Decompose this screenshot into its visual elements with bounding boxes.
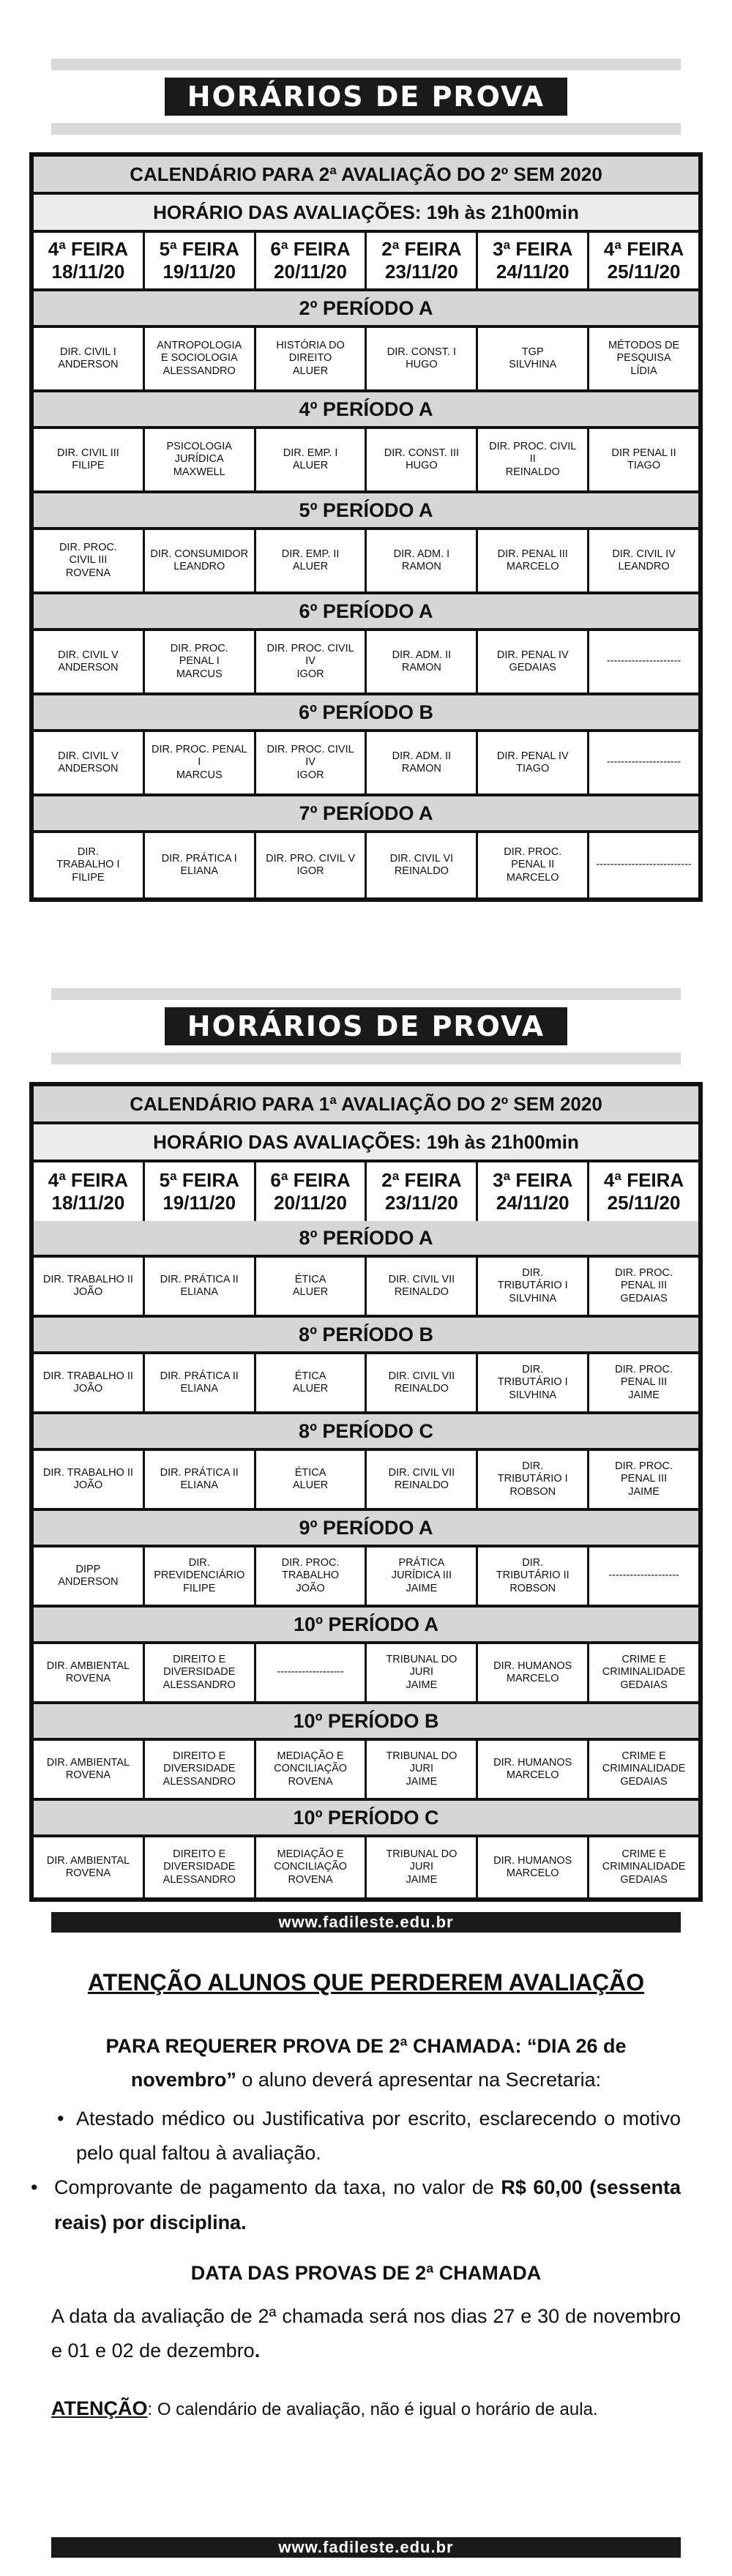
weekday: 3ª FEIRA: [493, 1168, 573, 1191]
exam-cell-text: PSICOLOGIA JURÍDICA MAXWELL: [166, 440, 232, 478]
exam-cell: [589, 429, 698, 490]
exam-cell-text: DIR. ADM. II RAMON: [392, 649, 452, 673]
date: 19/11/20: [163, 261, 236, 283]
exam-cell: [478, 1354, 587, 1411]
exam-cell-text: ---------------------: [606, 655, 681, 668]
period-header: 8º PERÍODO A: [34, 1221, 698, 1258]
weekday: 2ª FEIRA: [381, 237, 462, 260]
exam-cell-text: DIR. CIVIL VI REINALDO: [389, 852, 454, 877]
exam-cell-text: DIR. PROC. CIVIL IV IGOR: [266, 642, 354, 680]
exam-cell: [145, 1837, 254, 1897]
exam-cell-text: DIR. PENAL III MARCELO: [497, 548, 568, 572]
day-header: [367, 1162, 476, 1221]
banner-band: [51, 59, 681, 70]
day-header: [256, 233, 365, 288]
exam-cell: [34, 1258, 143, 1315]
exam-cell-text: DIR. ADM. II RAMON: [392, 750, 452, 774]
exam-cell: [589, 1548, 698, 1605]
exam-cell: [145, 1644, 254, 1701]
exam-cell-text: DIR. CIVIL VII REINALDO: [388, 1370, 455, 1395]
weekday: 4ª FEIRA: [48, 1168, 129, 1191]
notice-heading: ATENÇÃO ALUNOS QUE PERDEREM AVALIAÇÃO: [87, 1969, 645, 1996]
exam-cell: [367, 429, 476, 490]
exam-cell-text: DIR. TRABALHO I FILIPE: [56, 845, 120, 884]
exam-cell-text: TRIBUNAL DO JURI JAIME: [386, 1653, 458, 1691]
exam-cell: [478, 732, 587, 794]
weekday: 2ª FEIRA: [381, 1168, 462, 1191]
banner-band: [51, 123, 681, 135]
exam-cell-text: DIR. PROC. CIVIL II REINALDO: [489, 440, 577, 478]
exam-cell: [34, 833, 143, 897]
exam-cell: [256, 732, 365, 794]
date: 18/11/20: [51, 261, 125, 283]
request-rest: o aluno deverá apresentar na Secretaria:: [236, 2068, 602, 2091]
requirements-list: [51, 2102, 681, 2240]
exam-cell: [256, 1451, 365, 1508]
notice-request: [51, 2030, 681, 2097]
schedule-table-2: [29, 1082, 703, 1902]
exam-cell: [478, 1258, 587, 1315]
schedule-hours: HORÁRIO DAS AVALIAÇÕES: 19h às 21h00min: [34, 1124, 698, 1162]
banner-band: [51, 1053, 681, 1064]
exam-cell: [367, 1644, 476, 1701]
exam-cell-text: DIREITO E DIVERSIDADE ALESSANDRO: [163, 1750, 236, 1788]
exam-cell-text: DIR. PROC. PENAL III JAIME: [615, 1363, 673, 1401]
weekday: 4ª FEIRA: [603, 237, 684, 260]
exam-cell: [478, 1451, 587, 1508]
exam-cell-text: CRIME E CRIMINALIDADE GEDAIAS: [602, 1848, 686, 1886]
exam-cell-text: MEDIAÇÃO E CONCILIAÇÃO ROVENA: [274, 1750, 348, 1788]
exam-cell-text: DIR. PROC. CIVIL III ROVENA: [59, 541, 117, 579]
exam-cell-text: DIR. PRÁTICA II ELIANA: [160, 1466, 239, 1491]
exam-cell-text: TRIBUNAL DO JURI JAIME: [386, 1848, 458, 1886]
exam-cell-text: DIR. PENAL IV TIAGO: [496, 750, 569, 774]
exam-cell: [589, 1837, 698, 1897]
date: 18/11/20: [51, 1192, 125, 1214]
weekday: 4ª FEIRA: [603, 1168, 684, 1191]
table-row: [34, 1354, 698, 1414]
exam-cell: [256, 833, 365, 897]
table-row: [34, 833, 698, 897]
table-row: [34, 429, 698, 493]
exam-cell-text: DIR. PREVIDENCIÁRIO FILIPE: [154, 1556, 245, 1594]
period-header: 6º PERÍODO A: [34, 594, 698, 631]
date: 19/11/20: [163, 1192, 236, 1214]
exam-cell-text: DIR. CIVIL III FILIPE: [56, 447, 119, 471]
table-row: [34, 1451, 698, 1511]
exam-cell-text: ÉTICA ALUER: [292, 1273, 329, 1298]
website-footer: www.fadileste.edu.br: [51, 1912, 681, 1933]
exam-cell-text: HISTÓRIA DO DIREITO ALUER: [276, 339, 345, 377]
exam-cell-text: DIR. CIVIL VII REINALDO: [388, 1466, 455, 1491]
exam-cell-text: MEDIAÇÃO E CONCILIAÇÃO ROVENA: [274, 1848, 348, 1886]
exam-cell: [145, 1548, 254, 1605]
exam-cell: [34, 530, 143, 591]
period-header: 10º PERÍODO B: [34, 1704, 698, 1741]
date: 25/11/20: [607, 261, 681, 283]
dates-text: [51, 2299, 681, 2369]
exam-cell: [589, 1741, 698, 1798]
schedule-table-1: [29, 152, 703, 902]
date: 24/11/20: [496, 261, 569, 283]
attention-label: ATENÇÃO: [51, 2397, 148, 2420]
period-header: 8º PERÍODO B: [34, 1318, 698, 1354]
exam-cell-text: CRIME E CRIMINALIDADE GEDAIAS: [602, 1750, 686, 1788]
period-header: 7º PERÍODO A: [34, 796, 698, 833]
exam-cell: [589, 1258, 698, 1315]
exam-cell: [589, 732, 698, 794]
exam-cell: [256, 1548, 365, 1605]
exam-cell-text: DIR. HUMANOS MARCELO: [493, 1660, 572, 1684]
exam-cell-text: CRIME E CRIMINALIDADE GEDAIAS: [602, 1653, 686, 1691]
table-row: [34, 631, 698, 695]
table-row: [34, 1644, 698, 1704]
exam-cell-text: DIR. TRABALHO II JOÃO: [42, 1370, 133, 1395]
attention-text: : O calendário de avaliação, não é igual o horário de aula.: [147, 2400, 598, 2420]
exam-cell: [478, 328, 587, 389]
exam-cell-text: DIR. CONST. III HUGO: [384, 447, 460, 471]
period-header: 2º PERÍODO A: [34, 291, 698, 328]
exam-cell: [478, 631, 587, 692]
day-header: [589, 233, 698, 288]
exam-cell-text: DIR. CIVIL V ANDERSON: [58, 750, 119, 774]
exam-cell-text: DIR. PROC. CIVIL IV IGOR: [266, 743, 354, 781]
day-header: [145, 233, 254, 288]
exam-cell: [145, 429, 254, 490]
exam-cell: [478, 1644, 587, 1701]
banner-band: [51, 988, 681, 1000]
exam-cell: [478, 1741, 587, 1798]
exam-cell: [367, 1354, 476, 1411]
day-header: [145, 1162, 254, 1221]
exam-cell-text: DIR. TRABALHO II JOÃO: [42, 1466, 133, 1491]
exam-cell-text: DIR. PENAL IV GEDAIAS: [496, 649, 569, 673]
exam-cell-text: DIR. AMBIENTAL ROVENA: [46, 1854, 130, 1879]
exam-cell: [367, 732, 476, 794]
exam-cell-text: ÉTICA ALUER: [292, 1370, 329, 1395]
table-row: [34, 1258, 698, 1318]
weekday: 6ª FEIRA: [270, 237, 351, 260]
dates-end: .: [254, 2340, 261, 2362]
exam-cell: [34, 1354, 143, 1411]
period-header: 8º PERÍODO C: [34, 1414, 698, 1451]
day-header-row: [34, 233, 698, 291]
exam-cell: [589, 530, 698, 591]
exam-cell-text: DIR. EMP. II ALUER: [281, 548, 340, 572]
exam-cell-text: DIPP ANDERSON: [58, 1563, 119, 1588]
exam-cell: [256, 429, 365, 490]
weekday: 5ª FEIRA: [159, 237, 239, 260]
exam-cell-text: PRÁTICA JURÍDICA III JAIME: [391, 1556, 452, 1594]
exam-cell-text: DIR. PROC. PENAL III JAIME: [615, 1460, 673, 1498]
banner-middle: [51, 988, 681, 1064]
exam-cell: [145, 1451, 254, 1508]
day-header-row: [34, 1162, 698, 1221]
day-header: [478, 233, 587, 288]
day-header: [256, 1162, 365, 1221]
exam-cell-text: DIR. TRIBUTÁRIO II ROBSON: [496, 1556, 569, 1594]
exam-cell-text: TRIBUNAL DO JURI JAIME: [386, 1750, 458, 1788]
exam-cell-text: DIR. AMBIENTAL ROVENA: [46, 1660, 130, 1684]
exam-cell: [367, 1258, 476, 1315]
exam-cell: [367, 1548, 476, 1605]
table-row: [34, 1548, 698, 1608]
date: 20/11/20: [274, 1192, 347, 1214]
exam-cell-text: DIR. CIVIL V ANDERSON: [58, 649, 119, 673]
exam-cell: [256, 1644, 365, 1701]
schedule-title: CALENDÁRIO PARA 2ª AVALIAÇÃO DO 2º SEM 2020: [34, 157, 698, 195]
exam-cell-text: DIR. PROC. TRABALHO JOÃO: [281, 1556, 340, 1594]
day-header: [478, 1162, 587, 1221]
exam-cell-text: -------------------: [277, 1666, 344, 1679]
weekday: 4ª FEIRA: [48, 237, 129, 260]
exam-cell-text: DIR. HUMANOS MARCELO: [493, 1854, 572, 1879]
exam-cell: [256, 1837, 365, 1897]
exam-cell: [589, 833, 698, 897]
exam-cell-text: TGP SILVHINA: [509, 346, 557, 370]
exam-cell-text: DIREITO E DIVERSIDADE ALESSANDRO: [163, 1848, 236, 1886]
weekday: 6ª FEIRA: [270, 1168, 351, 1191]
date: 25/11/20: [607, 1192, 681, 1214]
period-header: 9º PERÍODO A: [34, 1511, 698, 1548]
schedule-hours: HORÁRIO DAS AVALIAÇÕES: 19h às 21h00min: [34, 195, 698, 233]
exam-cell-text: DIR. AMBIENTAL ROVENA: [46, 1756, 130, 1781]
exam-cell: [478, 833, 587, 897]
exam-cell: [34, 1644, 143, 1701]
exam-cell: [367, 833, 476, 897]
exam-cell-text: DIR. TRABALHO II JOÃO: [42, 1273, 133, 1298]
periods-container: [34, 1221, 698, 1897]
exam-cell: [145, 631, 254, 692]
exam-cell-text: DIR. PROC. PENAL I MARCUS: [151, 743, 247, 781]
attention-note: [51, 2397, 681, 2420]
bullet-text: Atestado médico ou Justificativa por escrito, esclarecendo o motivo pelo qual faltou à avaliação.: [76, 2107, 681, 2165]
exam-cell: [34, 732, 143, 794]
exam-cell: [478, 530, 587, 591]
periods-container: [34, 291, 698, 897]
exam-cell: [367, 631, 476, 692]
exam-cell-text: DIR. CONSUMIDOR LEANDRO: [150, 548, 249, 572]
website-footer: www.fadileste.edu.br: [51, 2537, 681, 2558]
bullet-bold: R$ 60,00 (sessenta reais) por disciplina.: [54, 2176, 681, 2233]
list-item: [29, 2170, 681, 2240]
exam-cell-text: DIR. PROC. PENAL III GEDAIAS: [615, 1266, 673, 1304]
exam-cell: [145, 1354, 254, 1411]
banner-title-box: [165, 1007, 567, 1045]
exam-cell: [145, 530, 254, 591]
date: 23/11/20: [385, 1192, 458, 1214]
schedule-title: CALENDÁRIO PARA 1ª AVALIAÇÃO DO 2º SEM 2020: [34, 1086, 698, 1124]
dates-sentence: A data da avaliação de 2ª chamada será nos dias 27 e 30 de novembro e 01 e 02 de dezembro: [51, 2304, 681, 2362]
exam-cell: [589, 1354, 698, 1411]
exam-cell: [34, 631, 143, 692]
exam-cell-text: DIR. PRO. CIVIL V IGOR: [266, 852, 356, 877]
date: 24/11/20: [496, 1192, 569, 1214]
table-row: [34, 1741, 698, 1801]
exam-cell: [256, 1354, 365, 1411]
exam-cell: [34, 1451, 143, 1508]
exam-cell-text: DIR. PRÁTICA II ELIANA: [160, 1370, 239, 1395]
dates-heading: DATA DAS PROVAS DE 2ª CHAMADA: [190, 2261, 542, 2284]
exam-cell: [478, 429, 587, 490]
exam-cell: [367, 1451, 476, 1508]
exam-cell-text: DIR. PRÁTICA I ELIANA: [161, 852, 237, 877]
weekday: 3ª FEIRA: [493, 237, 573, 260]
exam-cell: [145, 732, 254, 794]
exam-cell-text: DIR. TRIBUTÁRIO I SILVHINA: [497, 1363, 568, 1401]
exam-cell: [256, 631, 365, 692]
exam-cell-text: DIR. CIVIL VII REINALDO: [388, 1273, 455, 1298]
exam-cell-text: DIR PENAL II TIAGO: [611, 447, 676, 471]
exam-cell-text: MÉTODOS DE PESQUISA LÍDIA: [608, 339, 680, 377]
exam-cell-text: ---------------------: [606, 756, 681, 769]
exam-cell: [34, 1837, 143, 1897]
exam-cell: [367, 530, 476, 591]
banner-title-box: [165, 78, 567, 116]
day-header: [34, 1162, 143, 1221]
exam-cell-text: DIR. CIVIL I ANDERSON: [58, 346, 119, 370]
exam-cell: [256, 328, 365, 389]
exam-cell: [145, 328, 254, 389]
banner-title: HORÁRIOS DE PROVA: [187, 1010, 545, 1042]
exam-cell-text: DIR. PRÁTICA II ELIANA: [160, 1273, 239, 1298]
day-header: [589, 1162, 698, 1221]
date: 20/11/20: [274, 261, 347, 283]
exam-cell-text: DIR. HUMANOS MARCELO: [493, 1756, 572, 1781]
day-header: [367, 233, 476, 288]
exam-cell: [478, 1548, 587, 1605]
exam-cell: [478, 1837, 587, 1897]
exam-cell-text: --------------------: [608, 1569, 679, 1582]
table-row: [34, 328, 698, 392]
period-header: 6º PERÍODO B: [34, 695, 698, 732]
exam-cell: [589, 631, 698, 692]
exam-cell: [256, 1741, 365, 1798]
exam-cell-text: DIR. CIVIL IV LEANDRO: [612, 548, 676, 572]
bullet-text: Comprovante de pagamento da taxa, no valor de: [54, 2176, 501, 2199]
exam-cell-text: DIR. TRIBUTÁRIO I SILVHINA: [497, 1266, 568, 1304]
exam-cell-text: DIR. TRIBUTÁRIO I ROBSON: [497, 1460, 568, 1498]
period-header: 5º PERÍODO A: [34, 493, 698, 530]
day-header: [34, 233, 143, 288]
banner-top: [51, 59, 681, 135]
exam-cell: [367, 1837, 476, 1897]
exam-cell-text: DIR. ADM. I RAMON: [393, 548, 450, 572]
exam-cell: [589, 1451, 698, 1508]
exam-cell: [367, 1741, 476, 1798]
date: 23/11/20: [385, 261, 458, 283]
exam-cell: [256, 530, 365, 591]
exam-cell-text: DIREITO E DIVERSIDADE ALESSANDRO: [163, 1653, 236, 1691]
exam-cell-text: ÉTICA ALUER: [292, 1466, 329, 1491]
period-header: 10º PERÍODO C: [34, 1801, 698, 1837]
exam-cell: [256, 1258, 365, 1315]
banner-title: HORÁRIOS DE PROVA: [187, 81, 545, 113]
notice-section: [51, 1969, 681, 2420]
exam-cell-text: DIR. CONST. I HUGO: [386, 346, 457, 370]
exam-cell: [589, 328, 698, 389]
exam-cell-text: ---------------------------: [596, 859, 692, 871]
exam-cell-text: DIR. EMP. I ALUER: [283, 447, 338, 471]
exam-cell: [34, 1548, 143, 1605]
exam-cell-text: ANTROPOLOGIA E SOCIOLOGIA ALESSANDRO: [157, 339, 242, 377]
period-header: 10º PERÍODO A: [34, 1608, 698, 1644]
exam-cell: [34, 328, 143, 389]
request-bold: PARA REQUERER PROVA DE 2ª CHAMADA: “DIA 26 de novembro”: [105, 2035, 627, 2091]
exam-cell: [145, 1741, 254, 1798]
list-item: [51, 2102, 681, 2171]
exam-cell: [589, 1644, 698, 1701]
exam-cell-text: DIR. PROC. PENAL II MARCELO: [504, 845, 562, 884]
exam-cell-text: DIR. PROC. PENAL I MARCUS: [170, 642, 228, 680]
weekday: 5ª FEIRA: [159, 1168, 239, 1191]
table-row: [34, 530, 698, 594]
table-row: [34, 1837, 698, 1897]
period-header: 4º PERÍODO A: [34, 392, 698, 429]
table-row: [34, 732, 698, 796]
exam-cell: [34, 429, 143, 490]
exam-cell: [145, 1258, 254, 1315]
exam-cell: [367, 328, 476, 389]
exam-cell: [145, 833, 254, 897]
exam-cell: [34, 1741, 143, 1798]
